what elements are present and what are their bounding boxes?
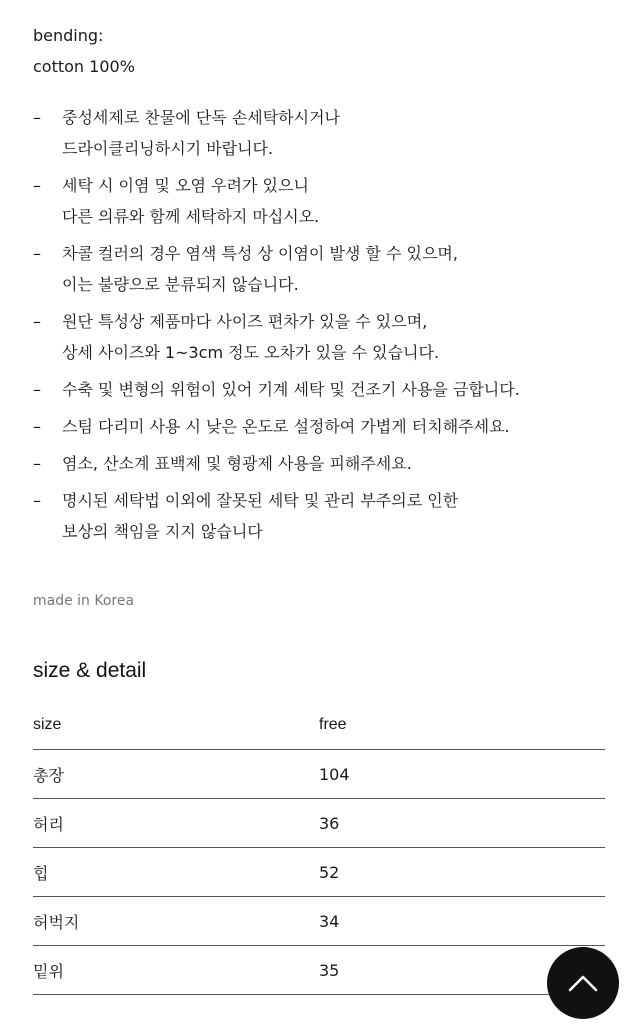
care-instructions-list [33, 102, 605, 547]
care-instruction-text: 보상의 책임을 지지 않습니다 [62, 522, 263, 541]
scroll-top-button[interactable] [547, 947, 619, 1019]
care-instruction-text: 수축 및 변형의 위험이 있어 기계 세탁 및 건조기 사용을 금합니다. [62, 380, 520, 399]
bullet-dash: – [33, 176, 41, 195]
chevron-up-icon [568, 974, 598, 992]
size-measure-label: 힙 [33, 848, 319, 897]
bullet-dash: – [33, 491, 41, 510]
care-instruction-text: 원단 특성상 제품마다 사이즈 편차가 있을 수 있으며, [62, 312, 428, 331]
bullet-dash: – [33, 312, 41, 331]
size-measure-label: 허리 [33, 799, 319, 848]
size-measure-value: 104 [319, 750, 605, 799]
care-instruction-text: 세탁 시 이염 및 오염 우려가 있으니 [62, 176, 309, 195]
care-instruction-text: 차콜 컬러의 경우 염색 특성 상 이염이 발생 할 수 있으며, [62, 244, 458, 263]
care-instruction-text: 염소, 산소계 표백제 및 형광제 사용을 피해주세요. [62, 454, 412, 473]
material-label: bending: [33, 26, 104, 45]
bullet-dash: – [33, 454, 41, 473]
size-measure-label: 총장 [33, 750, 319, 799]
care-instruction-item [33, 306, 605, 368]
bullet-dash: – [33, 108, 41, 127]
size-measure-label: 밑위 [33, 946, 319, 995]
care-instruction-item [33, 102, 605, 164]
size-table-header [33, 701, 605, 750]
size-header-value: free [319, 701, 605, 750]
care-instruction-item [33, 448, 605, 479]
size-header-label: size [33, 701, 319, 750]
bullet-dash: – [33, 417, 41, 436]
size-detail-title: size & detail [33, 659, 147, 682]
care-instruction-text: 명시된 세탁법 이외에 잘못된 세탁 및 관리 부주의로 인한 [62, 491, 459, 510]
size-measure-value: 36 [319, 799, 605, 848]
care-instruction-text: 이는 불량으로 분류되지 않습니다. [62, 275, 299, 294]
product-detail [33, 0, 605, 995]
care-instruction-item [33, 485, 605, 547]
care-instruction-item [33, 170, 605, 232]
care-instruction-text: 스팀 다리미 사용 시 낮은 온도로 설정하여 가볍게 터치해주세요. [62, 417, 510, 436]
size-measure-label: 허벅지 [33, 897, 319, 946]
bullet-dash: – [33, 244, 41, 263]
material-composition: cotton 100% [33, 57, 135, 76]
care-instruction-item [33, 374, 605, 405]
size-table-row [33, 897, 605, 946]
care-instruction-text: 다른 의류와 함께 세탁하지 마십시오. [62, 207, 320, 226]
care-instruction-text: 중성세제로 찬물에 단독 손세탁하시거나 [62, 108, 341, 127]
size-measure-value: 52 [319, 848, 605, 897]
care-instruction-item [33, 411, 605, 442]
care-instruction-text: 상세 사이즈와 1~3cm 정도 오차가 있을 수 있습니다. [62, 343, 440, 362]
size-table [33, 701, 605, 995]
care-instruction-text: 드라이클리닝하시기 바랍니다. [62, 139, 274, 158]
size-table-row [33, 946, 605, 995]
material-info [33, 0, 605, 82]
bullet-dash: – [33, 380, 41, 399]
origin-text: made in Korea [33, 593, 135, 609]
size-measure-value: 34 [319, 897, 605, 946]
size-table-row [33, 848, 605, 897]
care-instruction-item [33, 238, 605, 300]
size-table-row [33, 750, 605, 799]
size-measure-value: 35 [319, 946, 605, 995]
size-table-row [33, 799, 605, 848]
